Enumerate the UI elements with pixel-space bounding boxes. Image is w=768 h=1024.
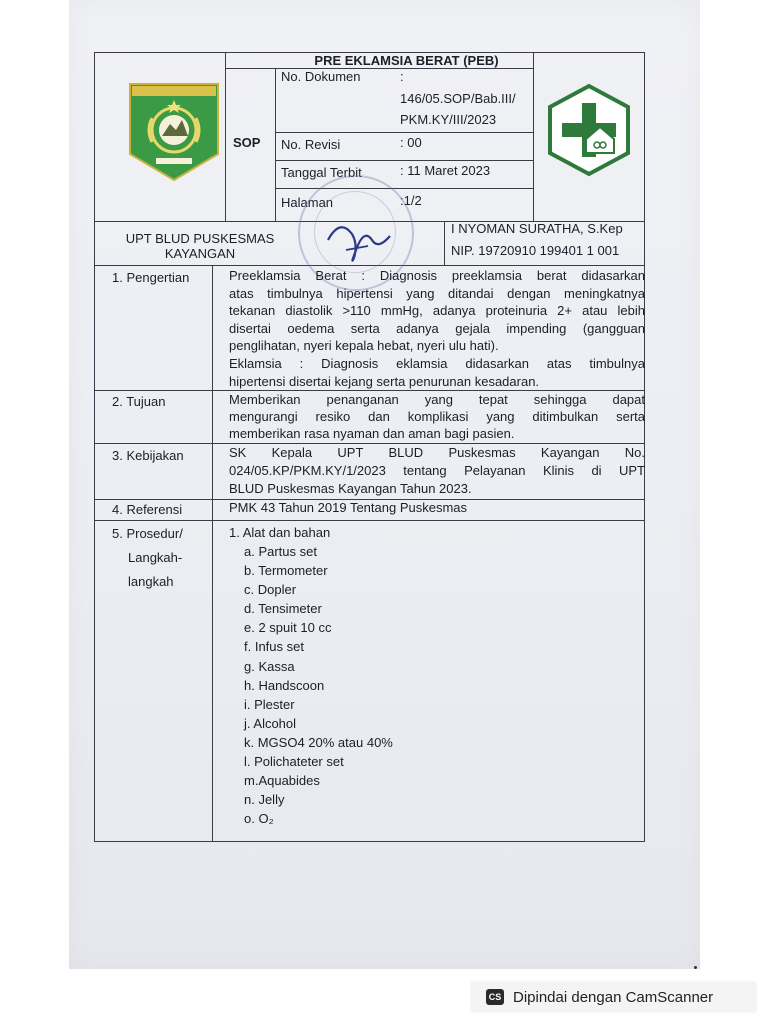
meta-label-halaman: Halaman xyxy=(281,195,334,210)
signer-nip: NIP. 19720910 199401 1 001 xyxy=(451,243,620,258)
section-body-referensi: PMK 43 Tahun 2019 Tentang Puskesmas xyxy=(229,500,468,515)
list-item: l. Polichateter set xyxy=(244,754,344,770)
meta-value-revisi: : 00 xyxy=(400,135,422,150)
meta-value-dokumen-2: PKM.KY/III/2023 xyxy=(400,112,497,127)
list-item: c. Dopler xyxy=(244,582,297,598)
section-label-pengertian: 1. Pengertian xyxy=(112,270,190,285)
meta-label-tanggal: Tanggal Terbit xyxy=(281,165,362,180)
camscanner-watermark xyxy=(471,982,756,1012)
list-item: a. Partus set xyxy=(244,544,317,559)
meta-value-tanggal: : 11 Maret 2023 xyxy=(400,163,491,178)
list-item: d. Tensimeter xyxy=(244,601,322,617)
section-label-prosedur-2: Langkah- xyxy=(128,550,183,565)
puskesmas-logo xyxy=(546,83,632,177)
org-name-line-1: UPT BLUD PUSKESMAS xyxy=(125,231,275,246)
list-item: m.Aquabides xyxy=(244,773,320,789)
section-label-kebijakan: 3. Kebijakan xyxy=(112,448,184,463)
prosedur-item-list xyxy=(244,542,393,828)
list-item: e. 2 spuit 10 cc xyxy=(244,620,332,636)
list-item: k. MGSO4 20% atau 40% xyxy=(244,734,393,750)
meta-value-dokumen-1: 146/05.SOP/Bab.III/ xyxy=(400,91,516,106)
signer-name: I NYOMAN SURATHA, S.Kep xyxy=(451,221,623,236)
section-body-tujuan: Memberikan penanganan yang tepat sehingga dapat mengurangi resiko dan komplikasi yang ditimbulkan serta memberikan rasa nyaman dan aman bagi pasien. xyxy=(229,392,645,441)
regency-logo xyxy=(128,82,220,182)
meta-value-halaman: :1/2 xyxy=(400,193,422,208)
sop-label: SOP xyxy=(233,135,261,150)
table-border-left xyxy=(94,52,95,842)
document-title: PRE EKLAMSIA BERAT (PEB) xyxy=(314,53,499,68)
table-border-bottom xyxy=(94,841,645,842)
meta-sep-dokumen: : xyxy=(400,69,404,84)
list-item: i. Plester xyxy=(244,696,295,712)
camscanner-logo-icon: CS xyxy=(486,989,504,1005)
meta-label-revisi: No. Revisi xyxy=(281,137,341,152)
prosedur-heading: 1. Alat dan bahan xyxy=(229,525,331,540)
section-body-kebijakan: SK Kepala UPT BLUD Puskesmas Kayangan No. 024/05.KP/PKM.KY/1/2023 tentang Pelayanan Klinis di UPT BLUD Puskesmas Kayangan Tahun 2023. xyxy=(229,445,645,496)
list-item: h. Handscoon xyxy=(244,677,325,693)
list-item: o. O₂ xyxy=(244,811,274,827)
meta-label-dokumen: No. Dokumen xyxy=(281,69,361,84)
section-label-prosedur: 5. Prosedur/ xyxy=(112,526,183,541)
camscanner-text: Dipindai dengan CamScanner xyxy=(513,988,714,1006)
section-body-pengertian: Preeklamsia Berat : Diagnosis preeklamsia berat didasarkan atas timbulnya hipertensi yang ditandai dengan meningkatnya tekanan diastolik >110 mmHg, adanya proteinuria 2+ atau lebih disertai oedema serta adanya gejala impending (gangguan penglihatan, nyeri kepala hebat, nyeri ulu hati). Eklamsia : Diagnosis eklamsia didasarkan atas timbulnya hipertensi disertai kejang serta penurunan kesadaran. xyxy=(229,268,645,389)
section-label-referensi: 4. Referensi xyxy=(112,502,183,517)
list-item: g. Kassa xyxy=(244,658,295,674)
list-item: j. Alcohol xyxy=(244,715,297,731)
section-label-prosedur-3: langkah xyxy=(128,574,174,589)
list-item: f. Infus set xyxy=(244,639,304,655)
signature xyxy=(318,210,408,270)
list-item: b. Termometer xyxy=(244,563,328,579)
list-item: n. Jelly xyxy=(244,792,285,808)
section-label-tujuan: 2. Tujuan xyxy=(112,394,166,409)
org-name-line-2: KAYANGAN xyxy=(164,246,236,261)
